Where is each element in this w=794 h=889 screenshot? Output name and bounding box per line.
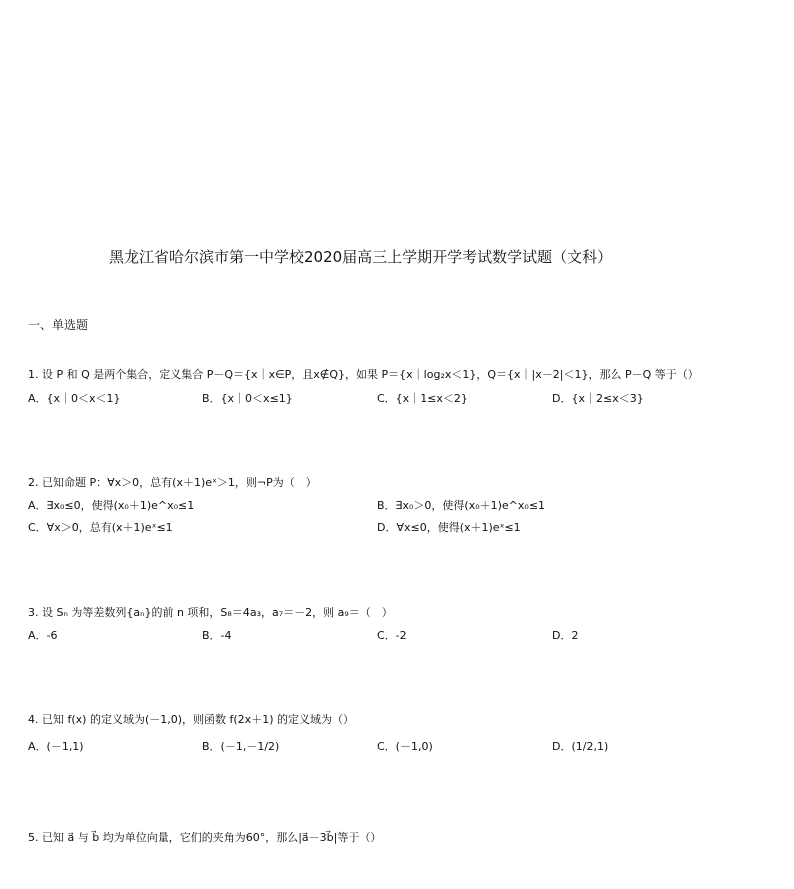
question-4-option-c: C．(－1,0): [377, 740, 433, 753]
question-4-option-b: B．(－1,－1/2): [202, 740, 280, 753]
question-3-option-b: B．-4: [202, 629, 232, 642]
question-2-option-a: A．∃x₀≤0，使得(x₀＋1)e^x₀≤1: [28, 499, 195, 512]
question-1-option-b: B．{x｜0＜x≤1}: [202, 392, 293, 405]
question-2-stem: 2. 已知命题 P：∀x＞0，总有(x＋1)eˣ＞1，则¬P为（ ）: [28, 476, 317, 489]
question-3-option-a: A．-6: [28, 629, 58, 642]
question-4-option-d: D．(1/2,1): [552, 740, 609, 753]
question-4-stem: 4. 已知 f(x) 的定义域为(－1,0)，则函数 f(2x＋1) 的定义域为（）: [28, 713, 354, 726]
question-2-option-b: B．∃x₀＞0，使得(x₀＋1)e^x₀≤1: [377, 499, 546, 512]
question-1-option-a: A．{x｜0＜x＜1}: [28, 392, 121, 405]
question-5-stem: 5. 已知 a⃗ 与 b⃗ 均为单位向量，它们的夹角为60°，那么|a⃗－3b⃗|等于（）: [28, 831, 382, 844]
section-heading: 一、单选题: [28, 318, 89, 332]
page-title: 黑龙江省哈尔滨市第一中学校2020届高三上学期开学考试数学试题（文科）: [109, 248, 613, 266]
question-1-stem: 1. 设 P 和 Q 是两个集合，定义集合 P－Q＝{x｜x∈P，且x∉Q}，如果 P＝{x｜log₂x＜1}，Q＝{x｜|x－2|＜1}，那么 P－Q 等于（）: [28, 368, 699, 381]
question-3-option-d: D．2: [552, 629, 579, 642]
question-2-option-d: D．∀x≤0，使得(x＋1)eˣ≤1: [377, 521, 521, 534]
question-3-stem: 3. 设 Sₙ 为等差数列{aₙ}的前 n 项和，S₈＝4a₃，a₇＝－2，则 a₉＝（ ）: [28, 606, 393, 619]
question-3-option-c: C．-2: [377, 629, 407, 642]
question-4-option-a: A．(－1,1): [28, 740, 84, 753]
question-2-option-c: C．∀x＞0，总有(x＋1)eˣ≤1: [28, 521, 173, 534]
question-1-option-c: C．{x｜1≤x＜2}: [377, 392, 468, 405]
question-1-option-d: D．{x｜2≤x＜3}: [552, 392, 644, 405]
